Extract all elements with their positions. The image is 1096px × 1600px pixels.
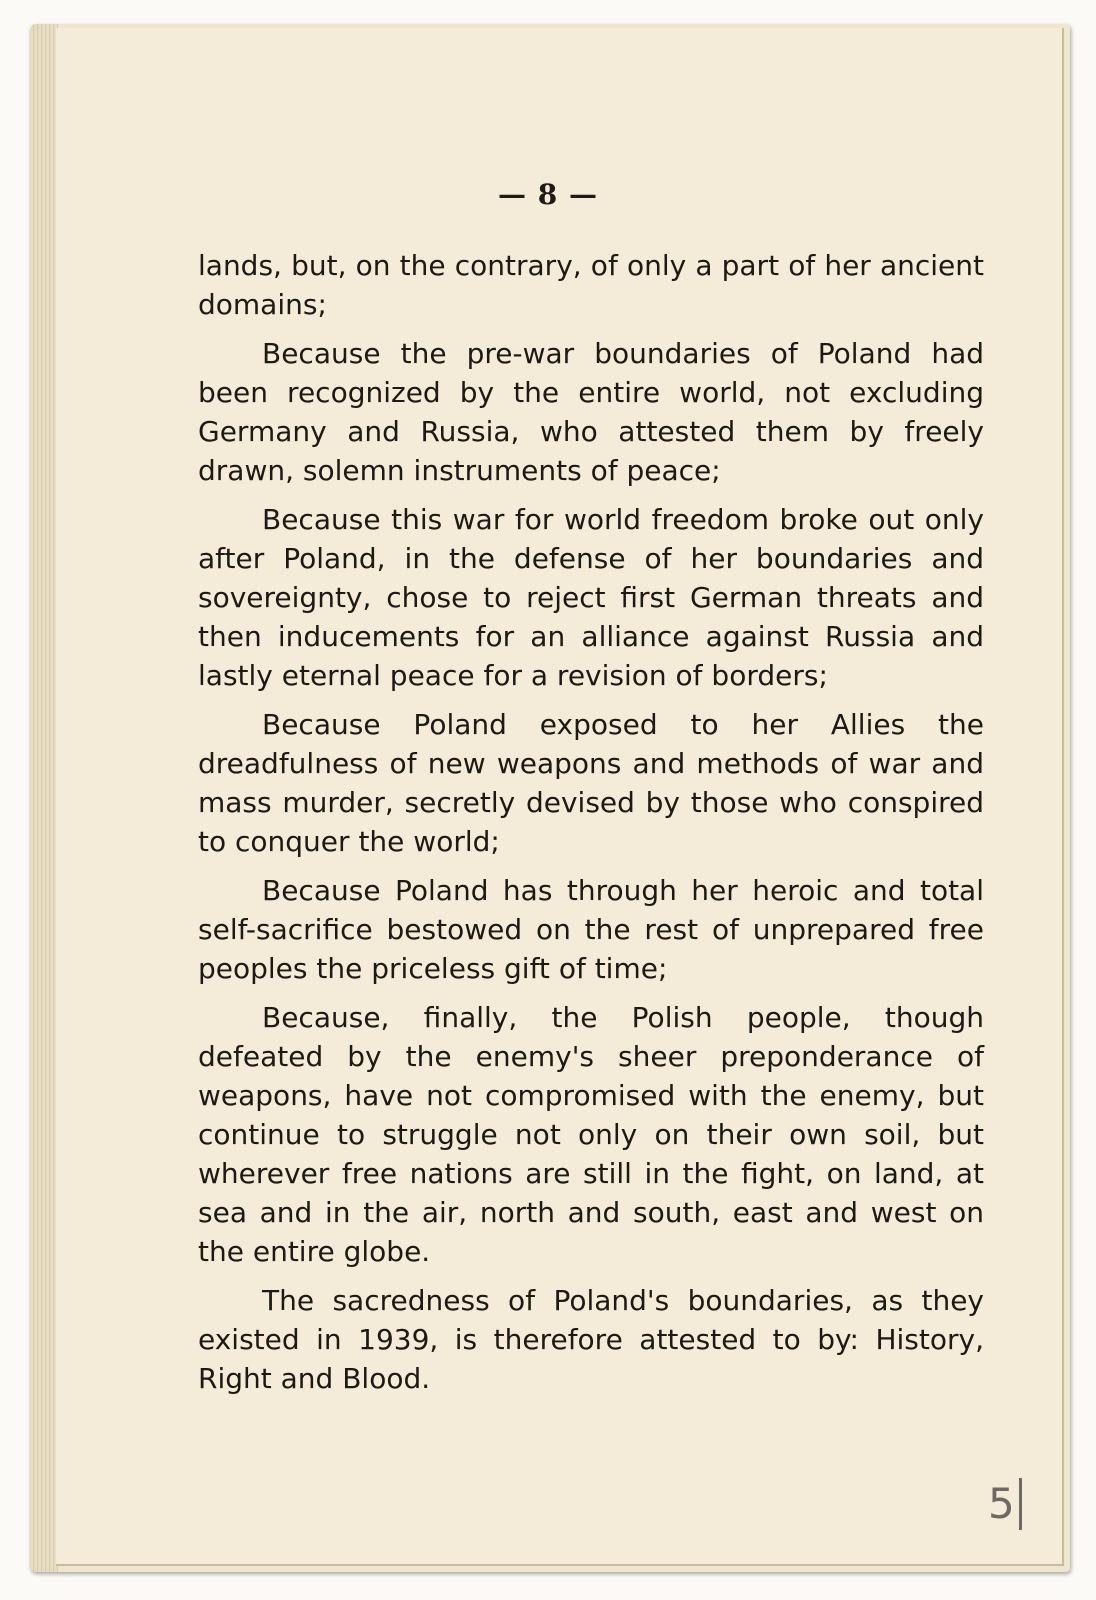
paragraph-2: Because the pre-war boundaries of Poland had been recognized by the entire world, not excluding Germany and Russia, who attested them by freely drawn, solemn instruments of peace; — [198, 337, 984, 487]
paragraph-5: Because Poland has through her heroic and total self-sacrifice bestowed on the rest of unprepared free peoples the priceless gift of time; — [198, 874, 984, 985]
archive-page-mark: 5 — [988, 1478, 1022, 1530]
paragraph-6: Because, finally, the Polish people, though defeated by the enemy's sheer preponderance of weapons, have not compromised with the enemy, but continue to struggle not only on their own soil, but wherever free nations are still in the fight, on land, at sea and in the air, north and south, east and west on the entire globe. — [198, 1001, 984, 1268]
page-edges — [30, 24, 58, 1572]
paragraph-3: Because this war for world freedom broke out only after Poland, in the defense of her boundaries and sovereignty, chose to reject first German threats and then inducements for an alliance against Russia and lastly eternal peace for a revision of borders; — [198, 503, 984, 692]
page-number: — 8 — — [498, 178, 598, 211]
paragraph-4: Because Poland exposed to her Allies the dreadfulness of new weapons and methods of war and mass murder, secretly devised by those who conspired to conquer the world; — [198, 708, 984, 858]
body-text — [198, 246, 984, 1408]
paragraph-7: The sacredness of Poland's boundaries, as they existed in 1939, is therefore attested to by: History, Right and Blood. — [198, 1284, 984, 1395]
paragraph-1: lands, but, on the contrary, of only a part of her ancient domains; — [198, 249, 984, 321]
